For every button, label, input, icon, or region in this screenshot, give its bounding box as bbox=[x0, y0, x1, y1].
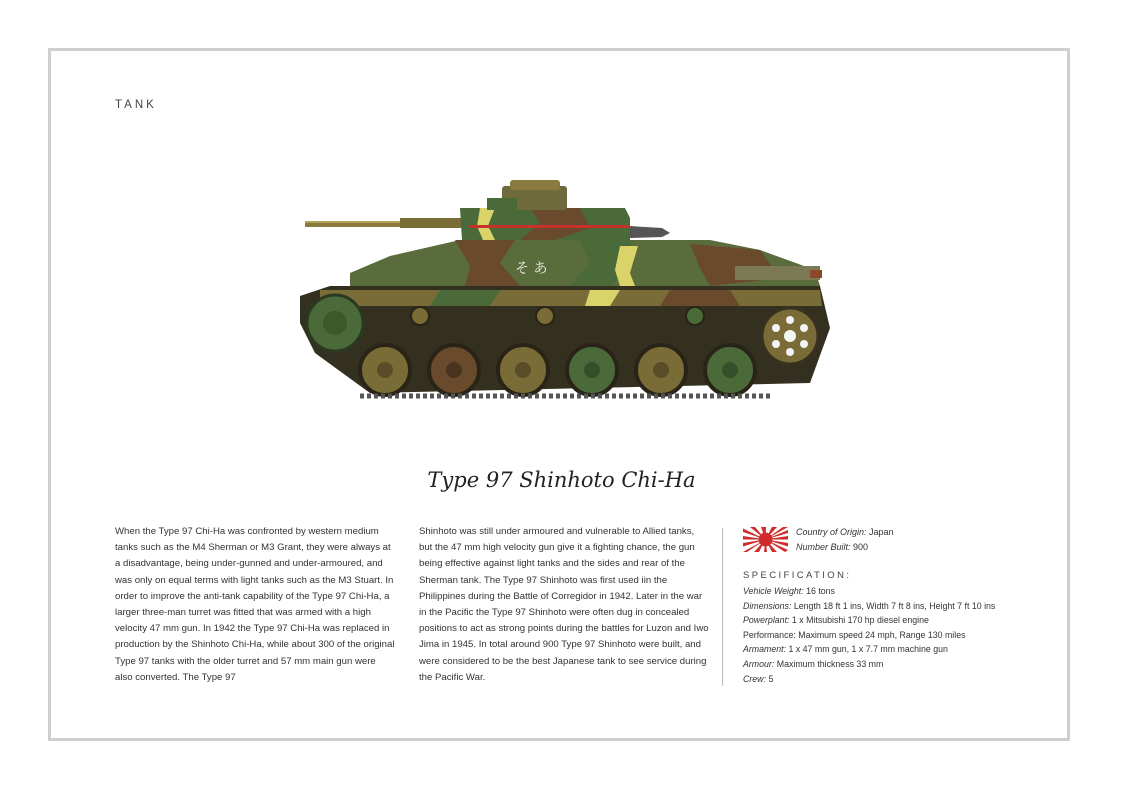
spec-dimensions: Dimensions: Length 18 ft 1 ins, Width 7 ft 8 ins, Height 7 ft 10 ins bbox=[743, 600, 996, 611]
origin-info bbox=[796, 525, 894, 555]
category-label: TANK bbox=[115, 99, 157, 111]
tank-illustration bbox=[290, 178, 835, 413]
spec-list bbox=[743, 584, 995, 686]
spec-heading: SPECIFICATION: bbox=[743, 570, 852, 581]
spec-armament: Armament: 1 x 47 mm gun, 1 x 7.7 mm machine gun bbox=[743, 644, 948, 655]
spec-performance: Performance: Maximum speed 24 mph, Range 130 miles bbox=[743, 629, 966, 640]
tank-marking: そ あ bbox=[515, 261, 548, 277]
spec-weight: Vehicle Weight: 16 tons bbox=[743, 586, 835, 596]
column-divider bbox=[722, 528, 723, 686]
spec-crew: Crew: 5 bbox=[743, 673, 774, 684]
country-value: Japan bbox=[869, 527, 894, 537]
page-title: Type 97 Shinhoto Chi-Ha bbox=[427, 468, 696, 492]
spec-armour: Armour: Maximum thickness 33 mm bbox=[743, 658, 884, 669]
country-label: Country of Origin: bbox=[796, 527, 867, 537]
body-text-column-1: When the Type 97 Chi-Ha was confronted by western medium tanks such as the M4 Sherman or M3 Grant, they were always at a disadvantage, being under-gunned and under-armoured, and was only on equal terms with light tanks such as the M3 Stuart. In order to improve the anti-tank capability of the Type 97 Chi-Ha, a larger three-man turret was fitted that was armed with a high velocity 47 mm gun. In 1942 the Type 97 Chi-Ha was replaced in production by the Shinhoto Chi-Ha, while about 300 of the original Type 97 tanks with the older turret and 57 mm main gun were also converted. The Type 97 bbox=[115, 526, 395, 683]
spec-powerplant: Powerplant: 1 x Mitsubishi 170 hp diesel engine bbox=[743, 615, 929, 626]
body-text-column-2: Shinhoto was still under armoured and vulnerable to Allied tanks, but the 47 mm high velocity gun give it a fighting chance, the gun being effective against light tanks and the sides and rear of the Sherman tank. The Type 97 Shinhoto was first used iin the Philippines during the Battle of Corregidor in 1942. Later in the war in the Pacific the Type 97 Shinhoto were often dug in concealed positions to act as strong points during the battles for Luzon and Iwo Jima in 1945. In total around 900 Type 97 Shinhoto were built, and were considered to be the best Japanese tank to see service during the Pacific War. bbox=[419, 526, 709, 683]
built-value: 900 bbox=[853, 542, 869, 552]
rising-sun-flag-icon bbox=[743, 527, 788, 552]
built-label: Number Built: bbox=[796, 542, 851, 552]
